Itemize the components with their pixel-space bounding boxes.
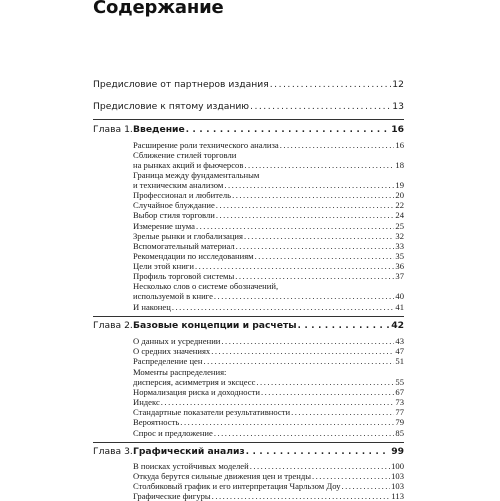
- section-title-line1: Несколько слов о системе обозначений,: [133, 281, 279, 291]
- section-page: 18: [395, 160, 404, 170]
- section-title: Индекс: [133, 397, 160, 407]
- section-title: Вспомогательный материал: [133, 241, 235, 251]
- section-title: Откуда берутся сильные движения цен и тренды: [133, 471, 311, 481]
- section-page: 79: [395, 417, 404, 427]
- section-page: 37: [395, 271, 404, 281]
- section-page: 73: [395, 397, 404, 407]
- page-title: Содержание: [93, 0, 224, 18]
- section-title: Нормализация риска и доходности: [133, 387, 260, 397]
- section-page: 113: [391, 491, 404, 501]
- dot-leader: [244, 231, 394, 241]
- toc-section-entry[interactable]: [133, 221, 404, 231]
- toc-section-entry[interactable]: [133, 481, 404, 491]
- chapter-divider: [93, 316, 404, 317]
- dot-leader: [186, 125, 390, 135]
- toc-entry-title: Предисловие от партнеров издания: [93, 79, 269, 90]
- dot-leader: [172, 302, 395, 312]
- section-page: 100: [391, 461, 404, 471]
- section-title: Вероятность: [133, 417, 180, 427]
- chapter-label: Глава 3.: [93, 446, 133, 457]
- section-title: Случайное блуждание: [133, 200, 215, 210]
- toc-front-entry[interactable]: [93, 101, 404, 112]
- chapter-divider: [93, 442, 404, 443]
- toc-entry-page: 12: [392, 79, 404, 90]
- section-page: 47: [395, 346, 404, 356]
- section-page: 85: [395, 428, 404, 438]
- chapter-label: Глава 2.: [93, 320, 133, 331]
- toc-section-entry[interactable]: [133, 377, 404, 387]
- dot-leader: [261, 387, 394, 397]
- section-page: 51: [395, 356, 404, 366]
- section-page: 24: [395, 210, 404, 220]
- section-page: 19: [395, 180, 404, 190]
- dot-leader: [180, 417, 394, 427]
- dot-leader: [291, 407, 394, 417]
- section-page: 22: [395, 200, 404, 210]
- dot-leader: [342, 481, 391, 491]
- section-page: 20: [395, 190, 404, 200]
- section-page: 103: [391, 471, 404, 481]
- toc-section-entry[interactable]: [133, 160, 404, 170]
- chapter-page: 99: [391, 446, 404, 457]
- section-page: 103: [391, 481, 404, 491]
- toc-section-entry[interactable]: [133, 397, 404, 407]
- dot-leader: [195, 261, 394, 271]
- toc-section-entry[interactable]: [133, 407, 404, 417]
- toc-section-entry[interactable]: [133, 231, 404, 241]
- section-page: 67: [395, 387, 404, 397]
- toc-section-entry[interactable]: [133, 210, 404, 220]
- section-title: И наконец: [133, 302, 171, 312]
- dot-leader: [203, 356, 394, 366]
- section-page: 35: [395, 251, 404, 261]
- section-page: 33: [395, 241, 404, 251]
- toc-section-entry[interactable]: [133, 346, 404, 356]
- dot-leader: [224, 180, 394, 190]
- chapter-title: Базовые концепции и расчеты: [133, 320, 297, 331]
- section-page: 25: [395, 221, 404, 231]
- toc-section-entry[interactable]: [133, 417, 404, 427]
- dot-leader: [232, 190, 394, 200]
- section-title: Распределение цен: [133, 356, 203, 366]
- section-title: О средних значениях: [133, 346, 211, 356]
- section-title: О данных и усреднении: [133, 336, 221, 346]
- chapter-heading[interactable]: [133, 320, 404, 331]
- section-title-line1: Граница между фундаментальным: [133, 170, 260, 180]
- chapter-label: Глава 1.: [93, 124, 133, 135]
- toc-entry-page: 13: [392, 101, 404, 112]
- dot-leader: [250, 101, 391, 112]
- section-title-line1: Сближение стилей торговли: [133, 150, 237, 160]
- dot-leader: [221, 336, 394, 346]
- dot-leader: [236, 241, 395, 251]
- dot-leader: [312, 471, 390, 481]
- toc-section-entry[interactable]: [133, 356, 404, 366]
- chapter-heading[interactable]: [133, 446, 404, 457]
- chapter-divider: [93, 119, 404, 120]
- section-page: 36: [395, 261, 404, 271]
- section-title: Графические фигуры: [133, 491, 211, 501]
- dot-leader: [216, 200, 395, 210]
- section-page: 41: [395, 302, 404, 312]
- dot-leader: [255, 251, 395, 261]
- section-title: Цели этой книги: [133, 261, 194, 271]
- toc-section-entry[interactable]: [133, 291, 404, 301]
- dot-leader: [298, 321, 391, 331]
- toc-section-entry[interactable]: [133, 190, 404, 200]
- toc-section-entry[interactable]: [133, 140, 404, 150]
- section-title: Измерение шума: [133, 221, 195, 231]
- dot-leader: [280, 140, 395, 150]
- section-page: 55: [395, 377, 404, 387]
- toc-section-entry[interactable]: [133, 241, 404, 251]
- toc-entry-title: Предисловие к пятому изданию: [93, 101, 250, 112]
- dot-leader: [244, 160, 394, 170]
- section-title-line2: дисперсия, асимметрия и эксцесс: [133, 377, 256, 387]
- toc-section-entry[interactable]: [133, 428, 404, 438]
- toc-section-entry[interactable]: [133, 200, 404, 210]
- section-title: Рекомендации по исследованиям: [133, 251, 254, 261]
- dot-leader: [214, 291, 395, 301]
- section-title: Столбиковый график и его интерпретация Чарльзом Доу: [133, 481, 341, 491]
- toc-section-entry[interactable]: [133, 336, 404, 346]
- chapter-title: Графический анализ: [133, 446, 245, 457]
- dot-leader: [161, 397, 395, 407]
- dot-leader: [256, 377, 394, 387]
- section-title-line2: на рынках акций и фьючерсов: [133, 160, 244, 170]
- chapter-page: 42: [391, 320, 404, 331]
- toc-section-entry[interactable]: [133, 180, 404, 190]
- dot-leader: [246, 447, 390, 457]
- section-title: В поисках устойчивых моделей: [133, 461, 249, 471]
- section-title-line2: и техническим анализом: [133, 180, 224, 190]
- dot-leader: [250, 461, 390, 471]
- toc-section-entry[interactable]: [133, 302, 404, 312]
- dot-leader: [216, 210, 395, 220]
- chapter-page: 16: [391, 124, 404, 135]
- section-title: Профессионал и любитель: [133, 190, 232, 200]
- section-page: 77: [395, 407, 404, 417]
- section-page: 32: [395, 231, 404, 241]
- section-page: 40: [395, 291, 404, 301]
- section-page: 16: [395, 140, 404, 150]
- section-title: Профиль торговой системы: [133, 271, 235, 281]
- toc-section-entry[interactable]: [133, 261, 404, 271]
- toc-section-entry[interactable]: [133, 251, 404, 261]
- chapter-title: Введение: [133, 124, 185, 135]
- dot-leader: [270, 79, 392, 90]
- section-title: Расширение роли технического анализа: [133, 140, 279, 150]
- toc-section-entry[interactable]: [133, 387, 404, 397]
- chapter-heading[interactable]: [133, 124, 404, 135]
- section-page: 43: [395, 336, 404, 346]
- toc-section-entry[interactable]: [133, 461, 404, 471]
- dot-leader: [214, 428, 395, 438]
- dot-leader: [235, 271, 394, 281]
- section-title: Выбор стиля торговли: [133, 210, 215, 220]
- section-title-line1: Моменты распределения:: [133, 367, 227, 377]
- section-title: Стандартные показатели результативности: [133, 407, 291, 417]
- section-title-line2: используемой в книге: [133, 291, 213, 301]
- section-title: Спрос и предложение: [133, 428, 213, 438]
- toc-section-entry[interactable]: [133, 471, 404, 481]
- dot-leader: [211, 346, 394, 356]
- section-title: Зрелые рынки и глобализация: [133, 231, 243, 241]
- toc-front-entry[interactable]: [93, 79, 404, 90]
- toc-section-entry[interactable]: [133, 271, 404, 281]
- dot-leader: [196, 221, 394, 231]
